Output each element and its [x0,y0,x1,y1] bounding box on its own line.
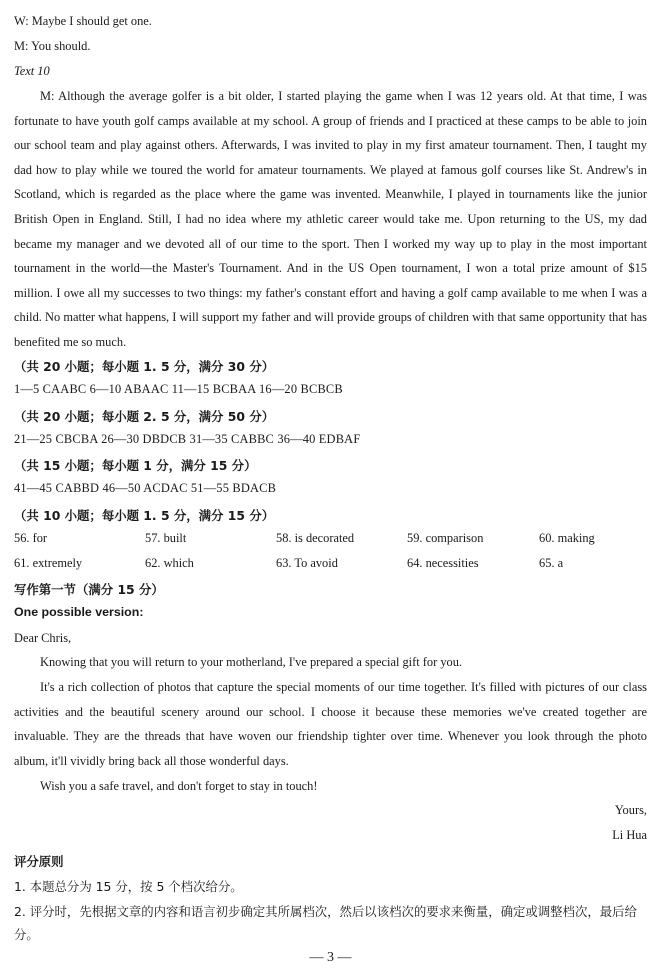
letter-closing: Yours, [614,803,647,817]
writing-section-title: 写作第一节（满分 15 分） [14,582,164,597]
answer-60: 60. making [539,531,595,545]
letter-para-3-text: Wish you a safe travel, and don't forget to stay in touch! [40,779,318,793]
answer-65: 65. a [539,556,564,570]
answer-key-1: 1—5 CAABC 6—10 ABAAC 11—15 BCBAA 16—20 BCBCB [14,382,343,396]
answer-59: 59. comparison [407,531,484,545]
answer-63: 63. To avoid [276,556,338,570]
answer-key-2: 21—25 CBCBA 26—30 DBDCB 31—35 CABBC 36—40 EDBAF [14,432,361,446]
dialogue-w-line: W: Maybe I should get one. [14,14,152,28]
letter-greeting: Dear Chris, [14,631,72,645]
section-header-1: （共 20 小题；每小题 1. 5 分，满分 30 分） [14,359,275,374]
answer-57: 57. built [145,531,187,545]
grading-rule-2: 2. 评分时，先根据文章的内容和语言初步确定其所属档次，然后以该档次的要求来衡量，确定或调整档次，最后给分。 [14,904,637,942]
section-header-2: （共 20 小题；每小题 2. 5 分，满分 50 分） [14,409,275,424]
answer-62: 62. which [145,556,194,570]
text10-body: M: Although the average golfer is a bit older, I started playing the game when I was 12 years old. At that time, I was fortunate to have youth golf camps available at my school. A group of friends and I practiced at these camps to be able to join our school team and play against others. Afterwards, I was invited to play in my first amateur tournament. Then, I taught my dad how to play while we toured the world for amateur tournaments. We played at famous golf courses like St. Andrew's in Scotland, which is regarded as the place where the game was invented. Meanwhile, I played in tournaments like the junior British Open in England. Still, I had no idea where my athletic career would take me. Upon returning to the US, my dad became my manager and we devoted all of our time to the sport. Then I worked my way up to play in the most important tournament in the world—the Master's Tournament. And in the US Open tournament, I won a total prize amount of $15 million. I owe all my successes to two things: my father's constant effort and having a golf camp available to me when I was a child. No matter what happens, I will support my father and will provide groups of children with that same opportunity that has benefited me so much. [14,89,647,349]
grading-rule-1: 1. 本题总分为 15 分，按 5 个档次给分。 [14,879,243,894]
fill-in-row-1 [14,531,654,547]
letter-signature: Li Hua [612,828,647,842]
page-number: — 3 — [309,950,352,965]
version-label: One possible version: [14,605,144,619]
answer-64: 64. necessities [407,556,479,570]
fill-in-row-2 [14,556,654,572]
answer-61: 61. extremely [14,556,83,570]
text-label: Text 10 [14,64,50,78]
letter-para-1-text: Knowing that you will return to your motherland, I've prepared a special gift for you. [40,655,463,669]
letter-para-3 [14,774,647,799]
answer-56: 56. for [14,531,48,545]
letter-para-2-text: It's a rich collection of photos that capture the special moments of our time together. It's filled with pictures of our class activities and the beautiful scenery around our school. I choose it because these memories we've created together are invaluable. They are the threads that have woven our friendship tighter over time. Whenever you look through the photo album, it'll vividly bring back all those wonderful days. [14,680,647,768]
text10-paragraph [14,84,647,355]
answer-58: 58. is decorated [276,531,355,545]
dialogue-m-line: M: You should. [14,39,91,53]
letter-para-1 [14,650,647,675]
grading-title: 评分原则 [14,854,64,869]
section-header-4: （共 10 小题；每小题 1. 5 分，满分 15 分） [14,508,275,523]
letter-para-2 [14,675,647,773]
answer-key-3: 41—45 CABBD 46—50 ACDAC 51—55 BDACB [14,481,277,495]
section-header-3: （共 15 小题；每小题 1 分，满分 15 分） [14,458,257,473]
